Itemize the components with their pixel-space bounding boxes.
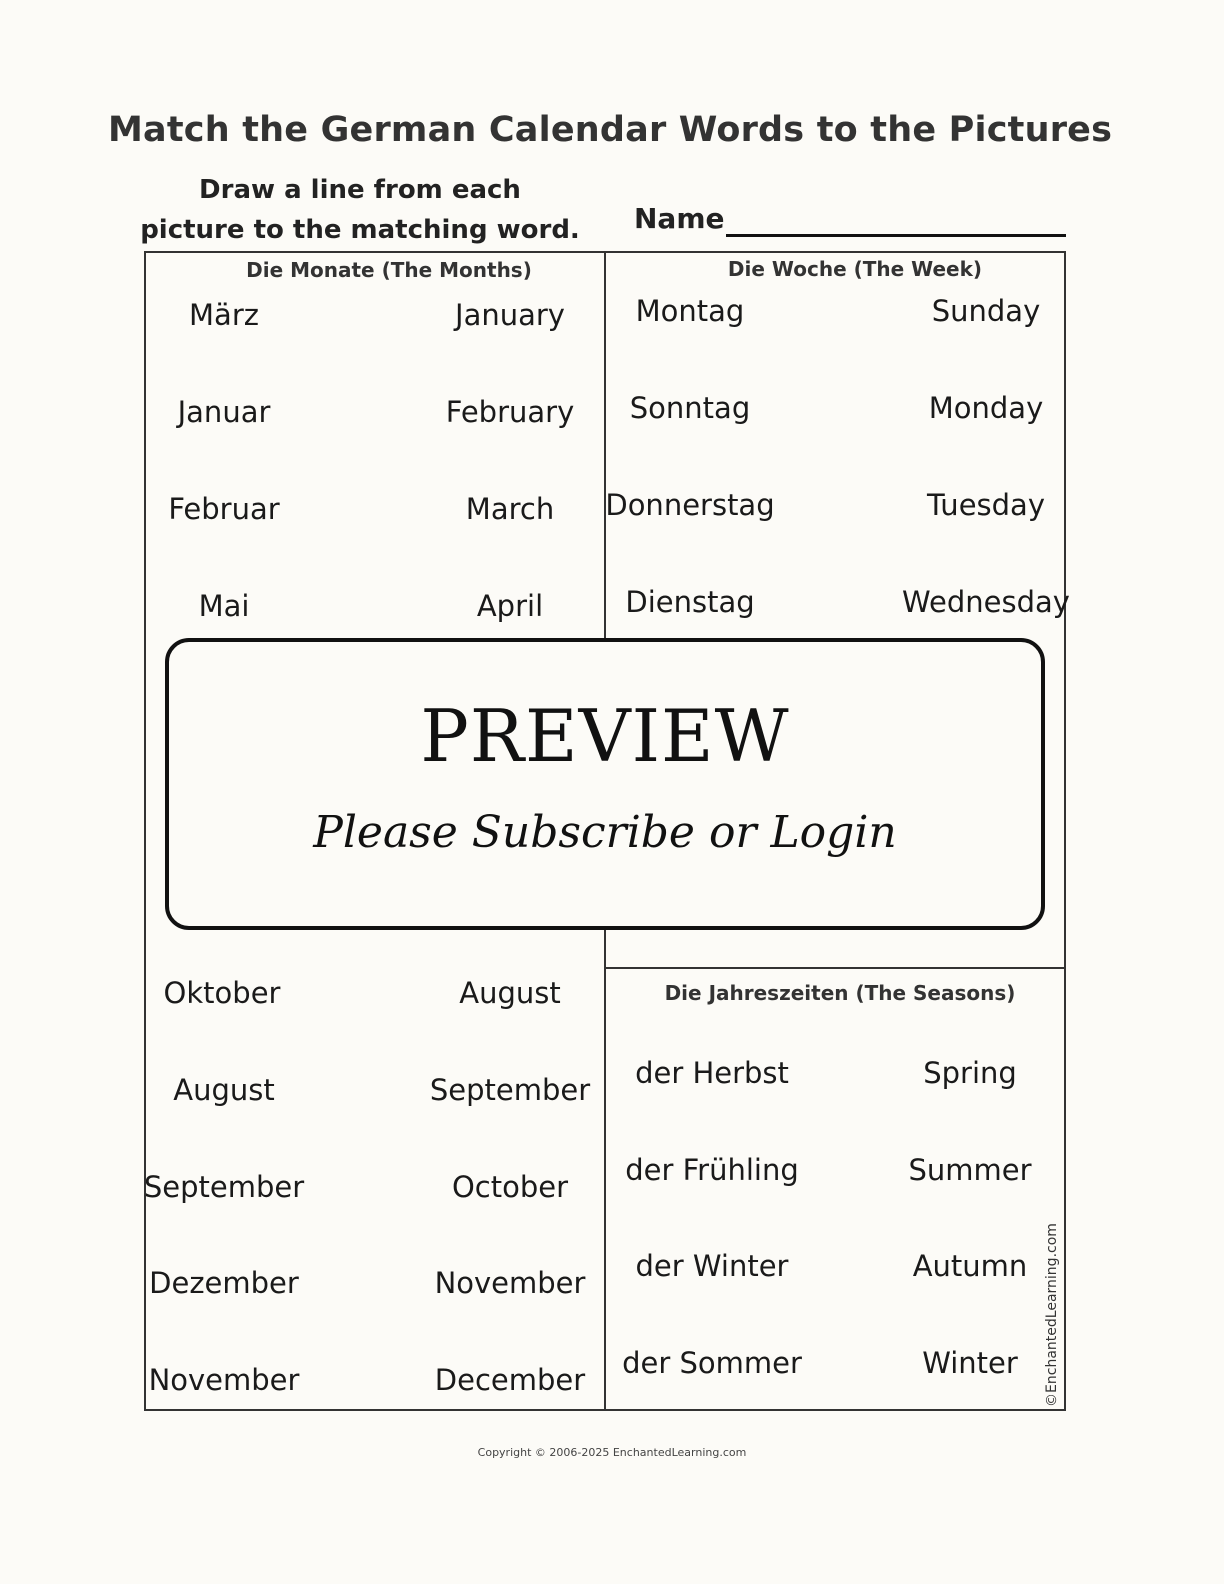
side-credit: ©EnchantedLearning.com xyxy=(1044,1223,1060,1407)
week-heading: Die Woche (The Week) xyxy=(727,257,983,281)
english-month-word: August xyxy=(459,976,561,1010)
english-season-word: Summer xyxy=(908,1153,1032,1187)
english-day-word: Monday xyxy=(928,391,1044,425)
german-month-word: Februar xyxy=(168,492,280,526)
section-divider xyxy=(604,967,1066,969)
german-season-word: der Herbst xyxy=(635,1056,789,1090)
english-season-word: Spring xyxy=(923,1056,1017,1090)
instructions-line-2: picture to the matching word. xyxy=(140,215,580,245)
german-season-word: der Winter xyxy=(635,1249,789,1283)
preview-overlay[interactable] xyxy=(165,638,1045,930)
german-month-word: März xyxy=(189,298,259,332)
german-month-word: Oktober xyxy=(163,976,281,1010)
german-season-word: der Sommer xyxy=(622,1346,802,1380)
english-month-word: February xyxy=(445,395,575,429)
german-day-word: Montag xyxy=(635,294,745,328)
german-day-word: Dienstag xyxy=(625,585,755,619)
english-day-word: Wednesday xyxy=(902,585,1070,619)
subscribe-login-prompt[interactable]: Please Subscribe or Login xyxy=(313,807,897,858)
copyright: Copyright © 2006-2025 EnchantedLearning.com xyxy=(477,1446,747,1459)
english-month-word: December xyxy=(434,1363,586,1397)
german-day-word: Sonntag xyxy=(629,391,751,425)
preview-heading: PREVIEW xyxy=(420,694,790,778)
seasons-heading: Die Jahreszeiten (The Seasons) xyxy=(664,981,1016,1005)
english-month-word: April xyxy=(476,589,544,623)
english-day-word: Tuesday xyxy=(927,488,1045,522)
english-day-word: Sunday xyxy=(931,294,1041,328)
english-month-word: October xyxy=(451,1170,569,1204)
english-season-word: Autumn xyxy=(912,1249,1028,1283)
english-month-word: March xyxy=(465,492,555,526)
german-month-word: Dezember xyxy=(149,1266,299,1300)
german-month-word: Januar xyxy=(177,395,271,429)
german-month-word: August xyxy=(173,1073,275,1107)
instructions-line-1: Draw a line from each xyxy=(199,175,521,205)
english-season-word: Winter xyxy=(922,1346,1018,1380)
english-month-word: September xyxy=(429,1073,591,1107)
months-heading: Die Monate (The Months) xyxy=(246,258,532,282)
german-day-word: Donnerstag xyxy=(605,488,775,522)
german-month-word: Mai xyxy=(198,589,250,623)
english-month-word: January xyxy=(455,298,565,332)
name-label: Name xyxy=(634,202,725,235)
page-title: Match the German Calendar Words to the Pictures xyxy=(108,110,1113,150)
german-season-word: der Frühling xyxy=(625,1153,799,1187)
english-month-word: November xyxy=(434,1266,586,1300)
instructions xyxy=(140,170,580,250)
german-month-word: November xyxy=(148,1363,300,1397)
name-line xyxy=(726,234,1066,237)
german-month-word: September xyxy=(143,1170,305,1204)
